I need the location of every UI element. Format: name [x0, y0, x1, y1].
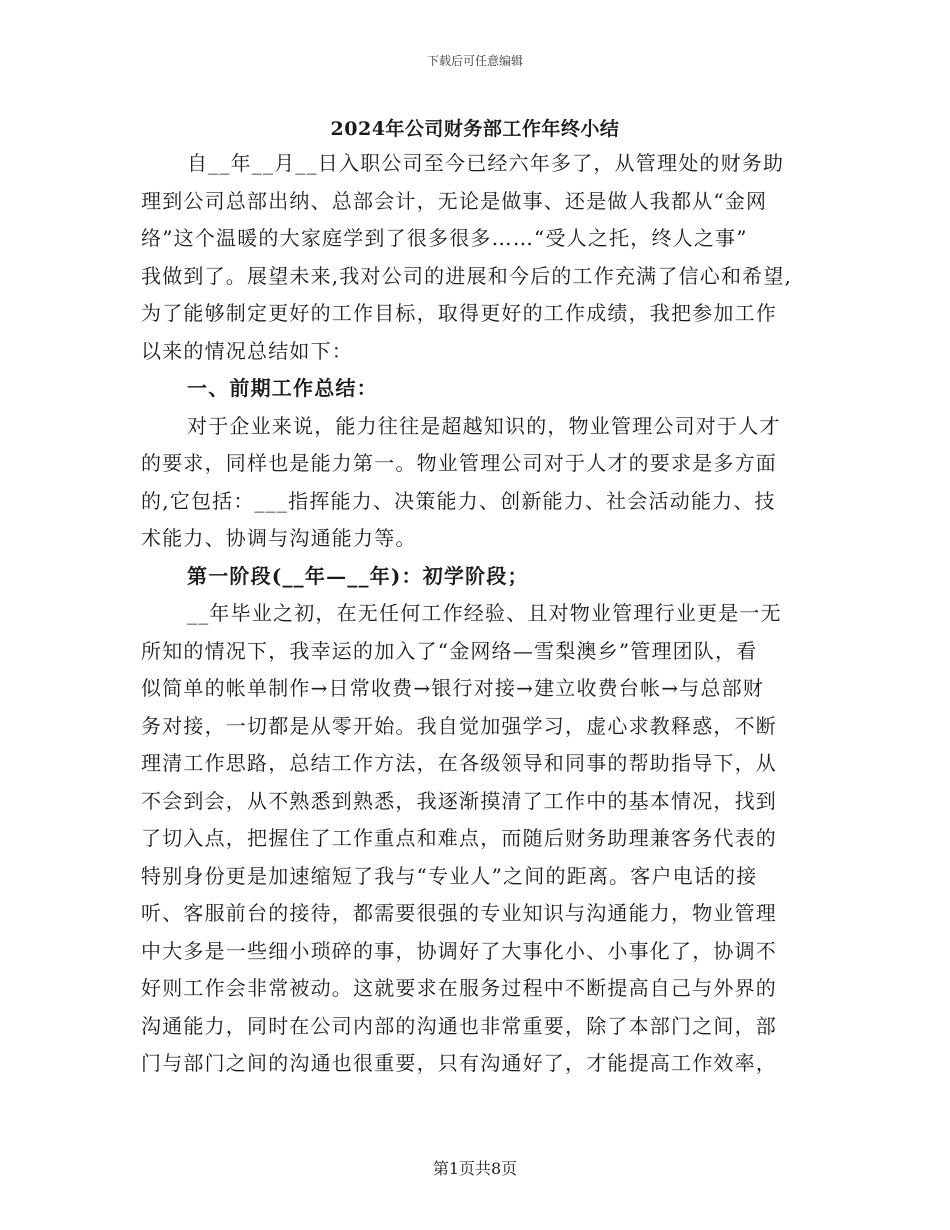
paragraph-line: 的要求，同样也是能力第一。物业管理公司对于人才的要求是多方面 — [141, 451, 777, 475]
paragraph-line: 为了能够制定更好的工作目标，取得更好的工作成绩，我把参加工作 — [141, 301, 777, 325]
paragraph-line: 沟通能力，同时在公司内部的沟通也非常重要，除了本部门之间，部 — [141, 1013, 777, 1038]
paragraph-line: 我做到了。展望未来,我对公司的进展和今后的工作充满了信心和希望, — [141, 263, 793, 288]
paragraph-line: 门与部门之间的沟通也很重要，只有沟通好了，才能提高工作效率， — [141, 1051, 777, 1075]
paragraph-line: __年毕业之初，在无任何工作经验、且对物业管理行业更是一无 — [187, 601, 782, 625]
paragraph-line: 络”这个温暖的大家庭学到了很多很多……“受人之托，终人之事” — [141, 226, 748, 250]
paragraph-line: 对于企业来说，能力往往是超越知识的，物业管理公司对于人才 — [187, 413, 781, 438]
paragraph-line: 以来的情况总结如下： — [141, 338, 353, 363]
paragraph-line: 好则工作会非常被动。这就要求在服务过程中不断提高自己与外界的 — [141, 976, 777, 1000]
page-number: 第1页共8页 — [432, 1159, 518, 1178]
paragraph-line: 了切入点，把握住了工作重点和难点，而随后财务助理兼客务代表的 — [141, 826, 777, 850]
paragraph-line: 所知的情况下，我幸运的加入了“金网络—雪梨澳乡”管理团队，看 — [141, 638, 758, 663]
paragraph-line: 理到公司总部出纳、总部会计，无论是做事、还是做人我都从“金网 — [141, 188, 768, 213]
document-body — [141, 145, 821, 1083]
paragraph-line: 听、客服前台的接待，都需要很强的专业知识与沟通能力，物业管理 — [141, 901, 777, 925]
paragraph-line: 务对接，一切都是从零开始。我自觉加强学习，虚心求教释惑，不断 — [141, 713, 777, 738]
paragraph-line: 中大多是一些细小琐碎的事，协调好了大事化小、小事化了，协调不 — [141, 938, 777, 963]
paragraph-line: 理清工作思路，总结工作方法，在各级领导和同事的帮助指导下，从 — [141, 751, 777, 775]
paragraph-line: 似简单的帐单制作→日常收费→银行对接→建立收费台帐→与总部财 — [141, 676, 765, 700]
paragraph-line: 术能力、协调与沟通能力等。 — [141, 526, 417, 550]
page-header-note: 下载后可任意编辑 — [426, 54, 523, 68]
paragraph-line: 自__年__月__日入职公司至今已经六年多了，从管理处的财务助 — [187, 151, 785, 175]
paragraph-line: 特别身份更是加速缩短了我与“专业人”之间的距离。客户电话的接 — [141, 863, 758, 888]
paragraph-line: 的,它包括：___指挥能力、决策能力、创新能力、社会活动能力、技 — [141, 488, 776, 513]
subsection-heading: 第一阶段(__年—__年)：初学阶段； — [187, 563, 529, 588]
document-title: 2024年公司财务部工作年终小结 — [330, 118, 620, 140]
section-heading: 一、前期工作总结： — [187, 376, 378, 400]
paragraph-line: 不会到会，从不熟悉到熟悉，我逐渐摸清了工作中的基本情况，找到 — [141, 788, 777, 813]
